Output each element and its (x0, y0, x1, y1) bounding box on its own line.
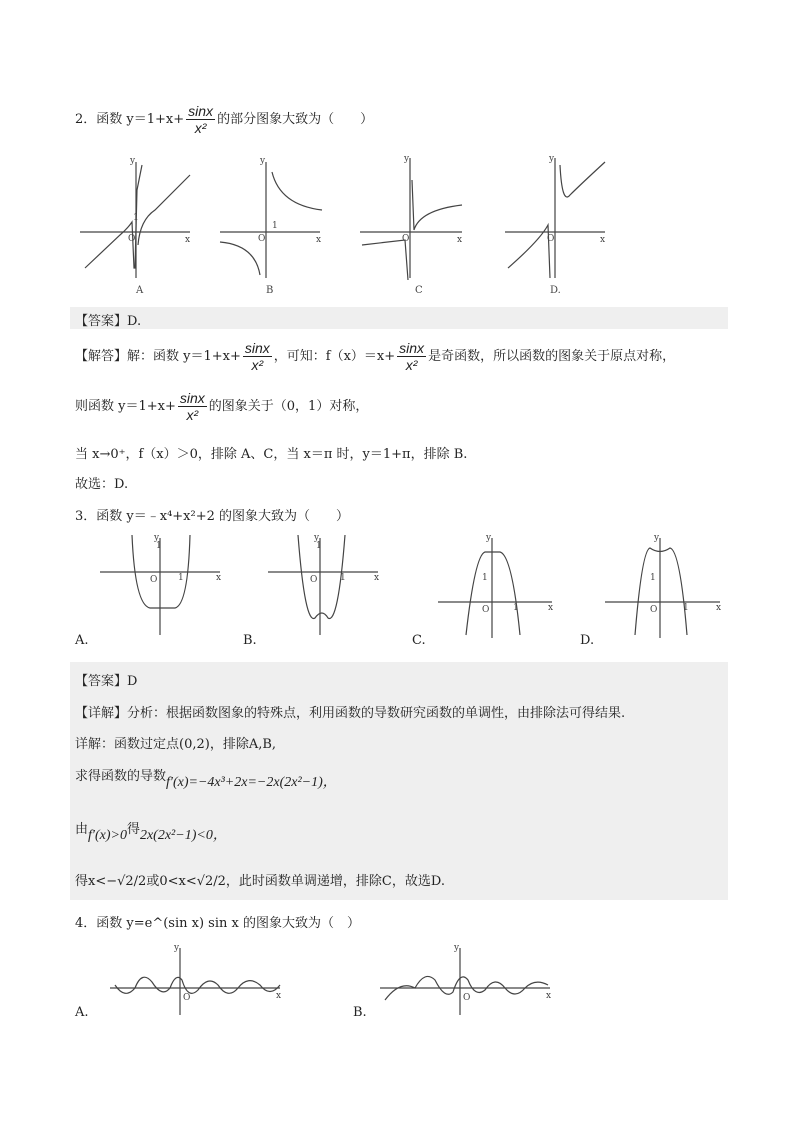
q3-detail: 【详解】分析：根据函数图象的特殊点，利用函数的导数研究函数的单调性，由排除法可得结果. (75, 706, 626, 721)
svg-text:O: O (650, 605, 658, 615)
svg-text:1: 1 (133, 213, 139, 223)
q3-option-d: D. (580, 633, 595, 648)
svg-text:y: y (130, 156, 136, 166)
q2-graphs (70, 150, 630, 300)
q3-line4: 得x<−√2/2或0<x<√2/2，此时函数单调递增，排除C，故选D. (75, 874, 445, 889)
q2-option-a: A (136, 285, 144, 296)
svg-text:x: x (216, 573, 222, 583)
svg-text:O: O (128, 234, 136, 244)
svg-text:y: y (154, 533, 160, 543)
q2-answer-band (70, 307, 728, 329)
q3-line2: 求得函数的导数f′(x)=−4x³+2x=−2x(2x²−1)， (75, 769, 337, 790)
svg-text:O: O (150, 575, 158, 585)
svg-text:y: y (174, 943, 180, 953)
svg-text:1: 1 (340, 573, 346, 583)
svg-text:x: x (185, 235, 191, 245)
q4-option-a: A. (75, 1005, 89, 1020)
svg-text:y: y (486, 533, 492, 543)
svg-text:1: 1 (156, 541, 162, 551)
q2-option-c: C (415, 285, 423, 296)
svg-text:y: y (454, 943, 460, 953)
svg-text:1: 1 (178, 573, 184, 583)
q3-stem: 3．函数 y＝﹣x⁴+x²+2 的图象大致为（ ） (75, 509, 350, 524)
q2-solution-line4: 故选：D. (75, 477, 129, 492)
svg-text:y: y (404, 154, 410, 164)
svg-text:x: x (716, 603, 722, 613)
q4-option-b: B. (353, 1005, 367, 1020)
q2-answer: 【答案】D. (75, 314, 142, 329)
svg-text:y: y (314, 533, 320, 543)
svg-text:1: 1 (316, 541, 322, 551)
svg-text:O: O (547, 234, 555, 244)
q2-solution-line3: 当 x→0⁺，f（x）＞0，排除 A、C，当 x＝π 时，y＝1+π，排除 B. (75, 447, 468, 462)
q4-stem: 4．函数 y=e^(sin x) sin x 的图象大致为（ ） (75, 916, 360, 931)
svg-text:y: y (260, 156, 266, 166)
svg-text:1: 1 (482, 573, 488, 583)
svg-text:x: x (316, 235, 322, 245)
svg-text:y: y (549, 154, 555, 164)
q3-option-a: A. (75, 633, 89, 648)
svg-text:1: 1 (683, 603, 689, 613)
svg-text:O: O (310, 575, 318, 585)
svg-text:x: x (548, 603, 554, 613)
q2-option-d: D. (550, 285, 561, 296)
svg-text:1: 1 (650, 573, 656, 583)
q2-solution-line1: 【解答】解：函数 y＝1+x+ $\frac{\sin x}{\text{x²}}$ ，可知：f（x）＝x+ $\frac{\sin x}{\text{x²}}$ 是奇函数，所以函数的图象关于原点对称， (75, 340, 676, 373)
q4-graphs (70, 940, 590, 1020)
q3-option-c: C. (412, 633, 426, 648)
q2-option-b: B (266, 285, 274, 296)
svg-text:O: O (183, 993, 191, 1003)
svg-text:O: O (463, 993, 471, 1003)
svg-text:x: x (546, 991, 552, 1001)
q3-line1: 详解：函数过定点(0,2)，排除A,B, (75, 737, 277, 752)
svg-text:O: O (258, 234, 266, 244)
svg-text:1: 1 (272, 221, 278, 231)
svg-text:x: x (276, 991, 282, 1001)
svg-text:x: x (600, 235, 606, 245)
q3-option-b: B. (243, 633, 257, 648)
svg-text:x: x (457, 235, 463, 245)
q2-stem: 2．函数 y＝1+x+ $\frac{\sin x}{\text{x²}}$ 的部分图象大致为（ ） (75, 103, 374, 136)
q3-answer: 【答案】D (75, 674, 138, 689)
svg-text:O: O (402, 234, 410, 244)
q3-line3: 由f′(x)>0得2x(2x²−1)<0， (75, 822, 227, 843)
svg-text:1: 1 (513, 603, 519, 613)
svg-text:O: O (482, 605, 490, 615)
svg-text:y: y (654, 533, 660, 543)
q2-solution-line2: 则函数 y＝1+x+ $\frac{\sin x}{\text{x²}}$ 的图象关于（0，1）对称， (75, 390, 369, 423)
svg-text:x: x (374, 573, 380, 583)
